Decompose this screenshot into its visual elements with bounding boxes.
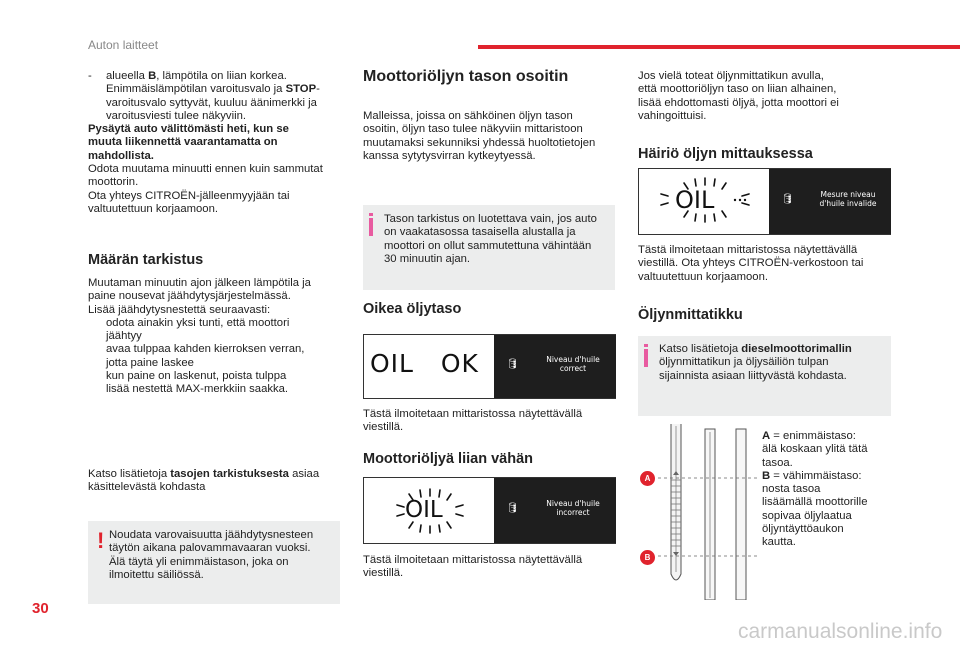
- oil-can-icon: 🛢: [781, 194, 794, 205]
- bold-warning: Pysäytä auto välittömästi heti, kun se muuta liikennettä vaarantamatta on mahdollista.: [88, 123, 289, 162]
- oil-ok-text: OIL OK: [370, 349, 479, 378]
- oil-fault-display: OIL 🛢 Mesure niveau d'huile invalide: [638, 168, 891, 235]
- heading-dipstick: Öljynmittatikku: [638, 307, 743, 323]
- intro-text: Malleissa, joissa on sähköinen öljyn tason osoitin, öljyn taso tulee näkyviin mittaristoon muutamaksi sekunniksi yhdessä huoltotietojen kanssa sytytysvirran kytkeytyessä.: [363, 110, 596, 162]
- dash-item: - alueella B, lämpötila on liian korkea.: [88, 70, 287, 82]
- oil-low-text: OIL: [405, 497, 443, 523]
- intro-text-col3: Jos vielä toteat öljynmittatikun avulla, että moottoriöljyn taso on liian alhainen, lisää ehdottomasti öljyä, jotta moottori ei vahingoittuisi.: [638, 70, 839, 122]
- oil-fault-text: OIL: [675, 186, 715, 214]
- section-title: Moottoriöljyn tason osoitin: [363, 68, 569, 85]
- heading-oil-ok: Oikea öljytaso: [363, 301, 462, 317]
- list-item: avaa tulppaa kahden kierroksen verran,: [106, 343, 305, 356]
- oil-ok-display: OIL OK 🛢 Niveau d'huile correct: [363, 334, 616, 399]
- dipstick-legend: A = enimmäistaso: älä koskaan ylitä tätä tasoa. B = vähimmäistaso: nosta tasoa lisäämällä moottorille sopivaa öljylaatua öljyntäyttöaukon kautta.: [762, 430, 868, 549]
- caption-low: Tästä ilmoitetaan mittaristossa näytettävällä viestillä.: [363, 554, 583, 580]
- info-box: Tason tarkistus on luotettava vain, jos auto on vaakatasossa tasaisella alustalla ja moottori on ollut sammutettuna vähintään 30 minuutin ajan.: [363, 205, 615, 290]
- warning-exclamation-icon: !: [97, 528, 105, 553]
- step-list: odota ainakin yksi tunti, että moottori jäähtyy avaa tulppaa kahden kierroksen verran, jotta paine laskee kun paine on laskenut, poista tulppa lisää nestettä MAX-merkkiin saakka.: [88, 317, 340, 397]
- watermark: carmanualsonline.info: [738, 620, 943, 643]
- column-1: - alueella B, lämpötila on liian korkea. Enimmäislämpötilan varoitusvalo ja STOP- varoitusvalo syttyvät, kuuluu äänimerkki ja varoitusviesti tulee näkyviin. Pysäytä auto välittömästi heti, kun se muuta liikennettä vaarantamatta on mahdollista. Odota muutama minuutti ennen kuin sammutat moottorin. Ota yhteys CITROËN-jälleenmyyjään tai valtuutettuun korjaamoon.: [88, 70, 340, 216]
- list-item: odota ainakin yksi tunti, että moottori: [106, 316, 290, 329]
- running-header: Auton laitteet: [88, 38, 159, 52]
- info-icon: [644, 349, 648, 367]
- warning-box: ! Noudata varovaisuutta jäähdytysnesteen täytön aikana palovammavaaran vuoksi. Älä täytä yli enimmäistason, joka on ilmoitettu säiliössä.: [88, 521, 340, 604]
- marker-b: B: [640, 550, 655, 565]
- caption-fault: Tästä ilmoitetaan mittaristossa näytettävällä viestillä. Ota yhteys CITROËN-verkostoon tai valtuutettuun korjaamoon.: [638, 244, 864, 283]
- marker-a: A: [640, 471, 655, 486]
- list-item: lisää nestettä MAX-merkkiin saakka.: [106, 383, 289, 396]
- caption-ok: Tästä ilmoitetaan mittaristossa näytettävällä viestillä.: [363, 408, 583, 434]
- oil-can-icon: 🛢: [506, 503, 519, 514]
- oil-low-display: OIL 🛢 Niveau d'huile incorrect: [363, 477, 616, 544]
- heading-oil-low: Moottoriöljyä liian vähän: [363, 451, 533, 467]
- dipstick-illustration: [628, 424, 763, 600]
- info-icon: [369, 218, 373, 236]
- header-accent-bar: [478, 45, 960, 49]
- heading-fault: Häiriö öljyn mittauksessa: [638, 146, 813, 162]
- oil-can-icon: 🛢: [506, 359, 519, 370]
- list-item: kun paine on laskenut, poista tulppa: [106, 370, 287, 383]
- info-reference: Katso lisätietoja tasojen tarkistuksesta asiaa käsittelevästä kohdasta: [88, 468, 320, 494]
- info-box-dipstick: Katso lisätietoja dieselmoottorimallin öljynmittatikun ja öljysäiliön tulpan sijainnista asiaan liittyvästä kohdasta.: [638, 336, 891, 416]
- page-number: 30: [32, 600, 49, 617]
- level-check-text: Muutaman minuutin ajon jälkeen lämpötila ja paine nousevat jäähdytysjärjestelmässä. Lisää jäähdytysnestettä seuraavasti: odota ainakin yksi tunti, että moottori jäähtyy avaa tulppaa kahden kierroksen verran, jotta paine laskee kun paine on laskenut, poista tulppa lisää nestettä MAX-merkkiin saakka.: [88, 277, 340, 397]
- heading-level-check: Määrän tarkistus: [88, 252, 204, 268]
- paragraph: Odota muutama minuutti ennen kuin sammutat moottorin. Ota yhteys CITROËN-jälleenmyyjään tai valtuutettuun korjaamoon.: [88, 163, 323, 215]
